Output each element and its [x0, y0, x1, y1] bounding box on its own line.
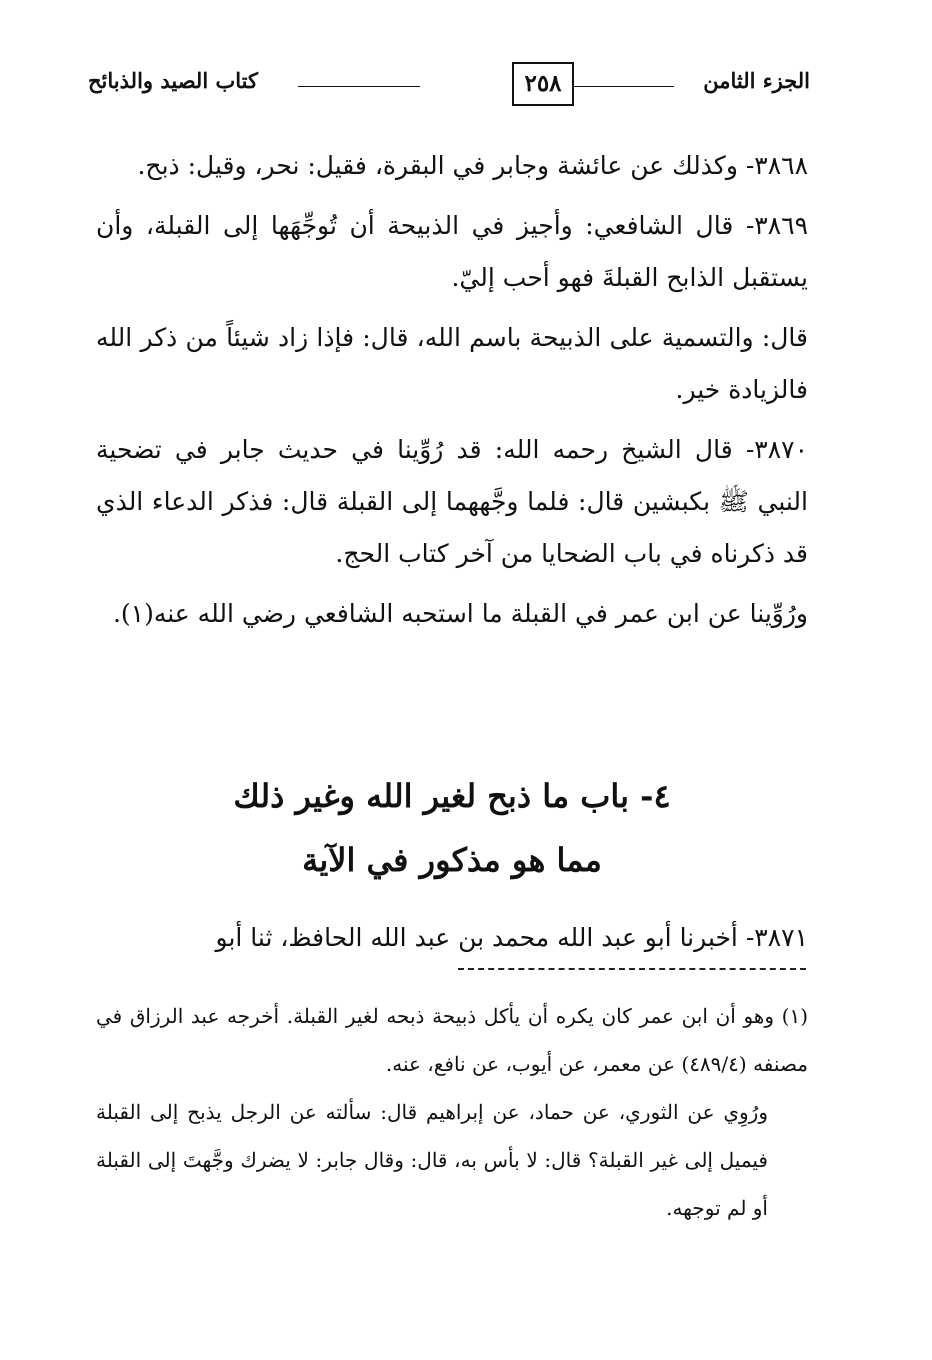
paragraph-tasmiya: قال: والتسمية على الذبيحة باسم الله، قال: فإذا زاد شيئاً من ذكر الله فالزيادة خير.	[96, 323, 808, 404]
paragraph-ibn-umar: ورُوِّينا عن ابن عمر في القبلة ما استحبه الشافعي رضي الله عنه(١).	[112, 599, 808, 628]
paragraph-3869: ٣٨٦٩- قال الشافعي: وأجيز في الذبيحة أن تُوجِّهَها إلى القبلة، وأن يستقبل الذابح القبلةَ فهو أحب إليّ.	[96, 211, 808, 292]
main-text	[96, 140, 808, 648]
footnote-separator	[458, 968, 806, 970]
page-header	[88, 62, 810, 112]
footnote-1: (١) وهو أن ابن عمر كان يكره أن يأكل ذبيحة ذبحه لغير القبلة. أخرجه عبد الرزاق في مصنفه (٤٨٩/٤) عن معمر، عن أيوب، عن نافع، عنه.	[96, 1004, 808, 1076]
volume-label: الجزء الثامن	[703, 68, 810, 93]
footnote-1-continuation: ورُوِي عن الثوري، عن حماد، عن إبراهيم قال: سألته عن الرجل يذبح إلى القبلة فيميل إلى غير القبلة؟ قال: لا بأس به، قال: وقال جابر: لا يضرك وجَّهتَ إلى القبلة أو لم توجهه.	[96, 1100, 768, 1220]
book-title: كتاب الصيد والذبائح	[88, 68, 258, 93]
paragraph-3871: ٣٨٧١- أخبرنا أبو عبد الله محمد بن عبد الله الحافظ، ثنا أبو	[215, 923, 808, 952]
paragraph-3868: ٣٨٦٨- وكذلك عن عائشة وجابر في البقرة، فقيل: نحر، وقيل: ذبح.	[137, 151, 808, 180]
page-number: ٢٥٨	[512, 62, 574, 106]
paragraph-3870: ٣٨٧٠- قال الشيخ رحمه الله: قد رُوِّينا في حديث جابر في تضحية النبي ﷺ بكبشين قال: فلما وجَّههما إلى القبلة قال: فذكر الدعاء الذي قد ذكرناه في باب الضحايا من آخر كتاب الحج.	[96, 435, 808, 568]
header-rule-right	[572, 86, 674, 87]
header-rule-left	[298, 86, 420, 87]
section-heading-line-1: ٤- باب ما ذبح لغير الله وغير ذلك	[233, 777, 671, 815]
section-heading	[96, 764, 808, 892]
footnotes	[96, 992, 808, 1232]
section-heading-line-2: مما هو مذكور في الآية	[302, 841, 602, 879]
